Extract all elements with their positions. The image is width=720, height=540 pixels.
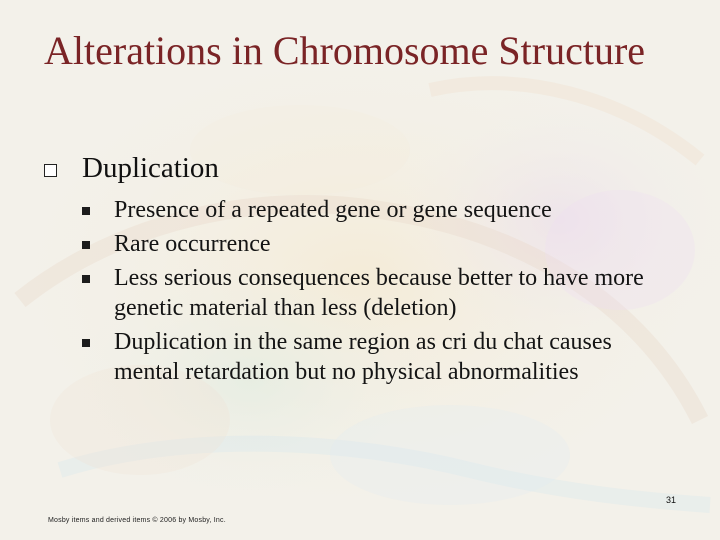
sub-bullet-item <box>82 195 682 225</box>
hollow-square-bullet-icon <box>44 164 57 177</box>
sub-bullet-text: Duplication in the same region as cri du chat causes mental retardation but no physical abnormalities <box>114 329 612 385</box>
sub-bullet-item <box>82 327 682 387</box>
level1-bullet-label: Duplication <box>82 152 219 184</box>
page-number: 31 <box>665 495 676 505</box>
level1-bullet-duplication <box>44 150 684 186</box>
filled-square-bullet-icon <box>82 207 90 215</box>
copyright-footer: Mosby items and derived items © 2006 by Mosby, Inc. <box>48 517 226 524</box>
sub-bullet-text: Rare occurrence <box>114 231 271 257</box>
filled-square-bullet-icon <box>82 339 90 347</box>
sub-bullet-text: Presence of a repeated gene or gene sequence <box>114 197 552 223</box>
sub-bullet-item <box>82 263 682 323</box>
filled-square-bullet-icon <box>82 241 90 249</box>
sub-bullet-item <box>82 229 682 259</box>
filled-square-bullet-icon <box>82 275 90 283</box>
slide-title: Alterations in Chromosome Structure <box>44 28 646 73</box>
sub-bullet-list <box>82 195 682 391</box>
sub-bullet-text: Less serious consequences because better to have more genetic material than less (deletion) <box>114 265 644 321</box>
